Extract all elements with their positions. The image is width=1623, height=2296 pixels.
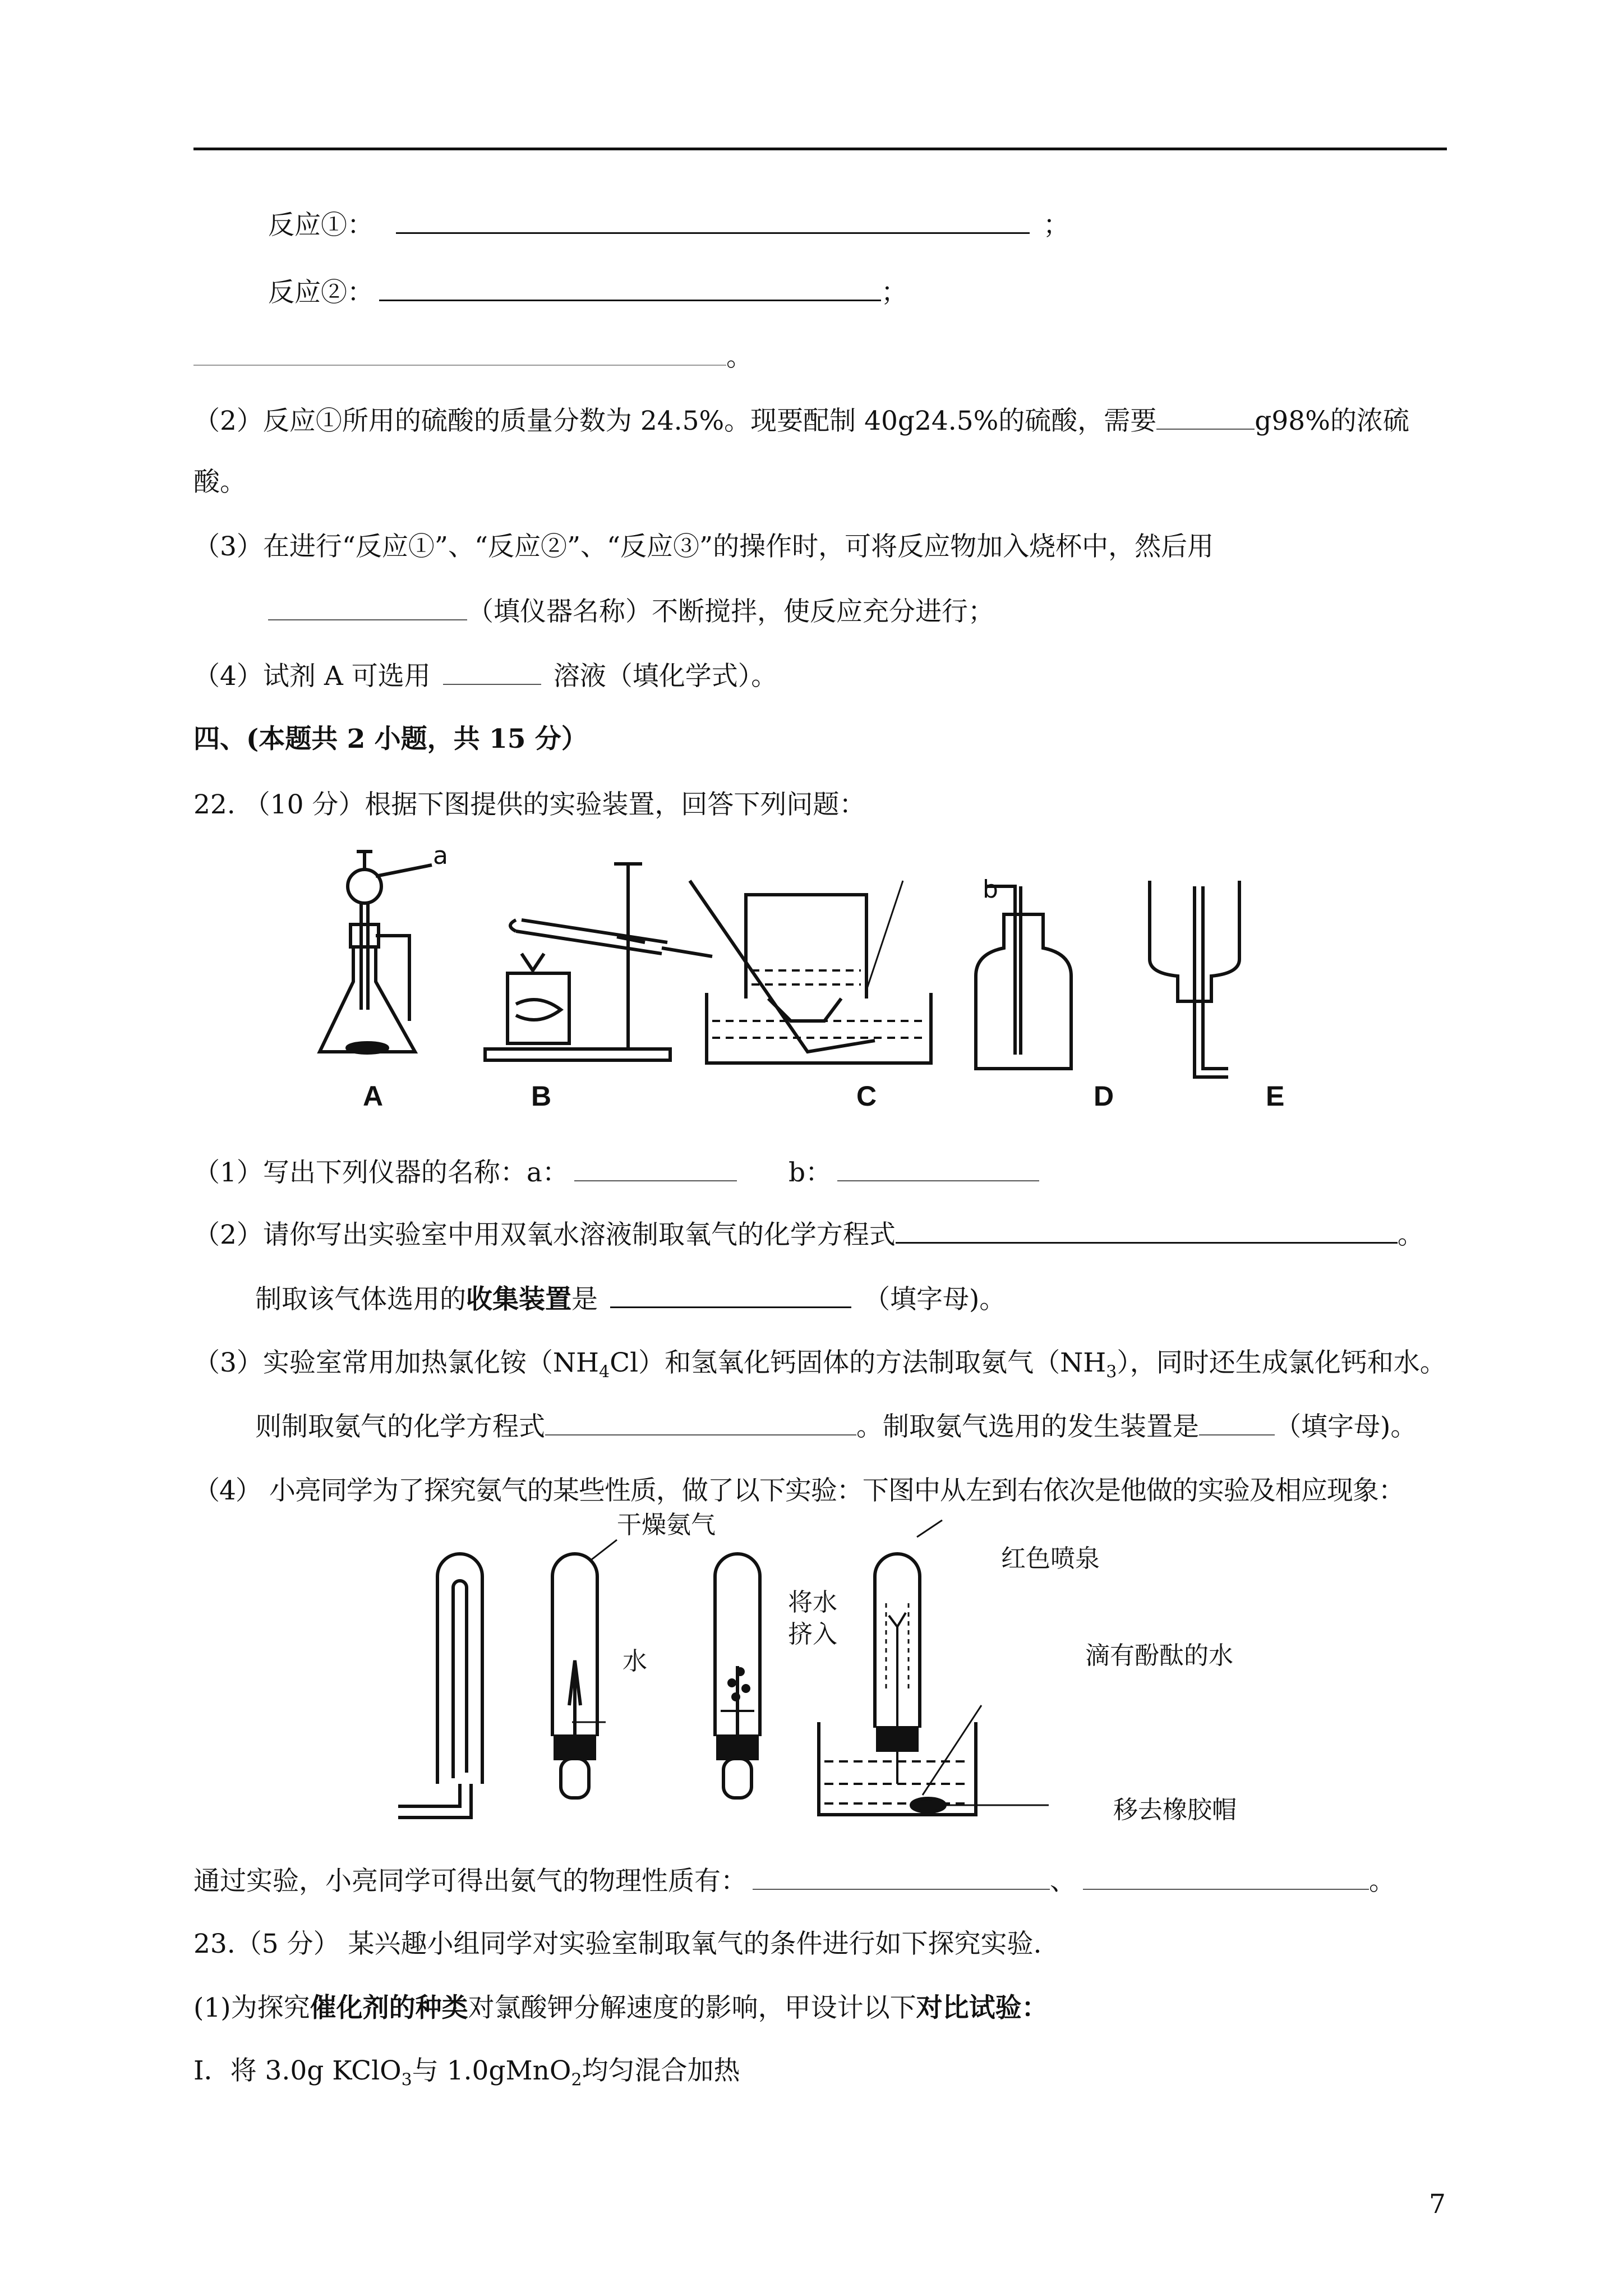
ammonia-sub-4: 4 [599, 1362, 610, 1382]
question-4-text-end: 溶液（填化学式）。 [553, 661, 778, 692]
reaction-3-end: 。 [726, 342, 753, 372]
step-1-pre: Ⅰ．将 3.0g KClO [193, 2055, 402, 2086]
question-3-line-1: （3）在进行“反应①”、“反应②”、“反应③”的操作时，可将反应物加入烧杯中，然后用 [193, 531, 1214, 562]
apparatus-label-b: B [531, 1080, 552, 1112]
ammonia-text-pre: （3）实验室常用加热氯化铵（NH [193, 1347, 600, 1378]
question-23-1-line [193, 1991, 1048, 2025]
ammonia-device-text: 。制取氨气选用的发生装置是 [856, 1411, 1199, 1442]
apparatus-b-stand [485, 864, 712, 1060]
blank-instrument-a[interactable] [574, 1156, 737, 1181]
apparatus-e-bottle [1150, 881, 1239, 1077]
label-dry-ammonia: 干燥氨气 [617, 1511, 716, 1539]
label-phenolphthalein-water: 滴有酚酞的水 [1085, 1641, 1233, 1670]
ammonia-sub-3: 3 [1106, 1362, 1117, 1382]
question-22-1-line [193, 1156, 1039, 1190]
apparatus-mark-b: b [983, 875, 998, 904]
reaction-2-blank[interactable] [379, 275, 881, 301]
reaction-1-blank[interactable] [396, 208, 1030, 234]
question-22-2-text: （2）请你写出实验室中用双氧水溶液制取氧气的化学方程式 [193, 1220, 896, 1250]
collection-text-post: （填字母)。 [864, 1284, 1006, 1315]
question-4-line [193, 659, 777, 693]
reaction-2-end: ； [881, 277, 907, 308]
step-1-sub-3: 3 [401, 2070, 412, 2090]
blank-property-1[interactable] [753, 1864, 1050, 1890]
tube-1 [398, 1554, 482, 1818]
blank-h2o2-equation[interactable] [896, 1217, 1398, 1244]
blank-property-2[interactable] [1083, 1864, 1369, 1890]
apparatus-label-e: E [1266, 1080, 1285, 1112]
section-4-heading: 四、(本题共 2 小题，共 15 分） [193, 724, 588, 754]
label-squeeze-water-2: 挤入 [788, 1620, 837, 1649]
conclusion-text: 通过实验，小亮同学可得出氨气的物理性质有： [193, 1866, 747, 1897]
ammonia-text-post: ），同时还生成氯化钙和水。 [1117, 1347, 1446, 1378]
experiment-text-bold-2: 对比试验： [916, 1993, 1048, 2023]
step-1-mid: 与 1.0gMnO [412, 2055, 571, 2086]
question-3-blank[interactable] [268, 595, 467, 620]
experiment-text-pre: (1)为探究 [193, 1993, 310, 2023]
apparatus-d-bottle [976, 886, 1071, 1069]
experiment-text-bold-1: 催化剂的种类 [310, 1993, 468, 2023]
question-23-step-1 [193, 2054, 740, 2088]
question-22-2-line-1 [193, 1217, 1424, 1252]
apparatus-label-c: C [856, 1080, 877, 1112]
apparatus-a-flask [320, 852, 432, 1053]
collection-text-bold: 收集装置 [466, 1284, 571, 1315]
blank-ammonia-equation[interactable] [545, 1410, 856, 1435]
experiment-text-mid: 对氯酸钾分解速度的影响，甲设计以下 [468, 1993, 916, 2023]
header-rule [193, 148, 1447, 150]
question-22-2-line-2 [255, 1282, 1006, 1317]
question-22-3-line-2 [255, 1410, 1417, 1444]
tube-2 [552, 1540, 617, 1798]
apparatus-label-d: D [1094, 1080, 1114, 1112]
apparatus-label-a: A [363, 1080, 384, 1112]
reaction-1-label: 反应①： [268, 210, 374, 241]
reaction-1-end: ； [1043, 210, 1069, 241]
label-squeeze-water-1: 将水 [788, 1588, 837, 1617]
question-22-1-text: （1）写出下列仪器的名称：a： [193, 1157, 569, 1188]
blank-instrument-b[interactable] [837, 1156, 1039, 1181]
reaction-1-line [268, 208, 1069, 242]
step-1-sub-2: 2 [571, 2070, 582, 2090]
question-2-line-2: 酸。 [193, 467, 246, 498]
label-red-fountain: 红色喷泉 [1001, 1544, 1100, 1573]
apparatus-figure [303, 841, 1368, 1133]
label-water: 水 [623, 1647, 647, 1676]
question-2-blank[interactable] [1156, 404, 1255, 430]
reaction-2-line [268, 275, 907, 310]
ammonia-text-mid: Cl）和氢氧化钙固体的方法制取氨气（NH [610, 1347, 1106, 1378]
reaction-2-label: 反应②： [268, 277, 374, 308]
question-2-text-end: g98%的浓硫 [1255, 406, 1409, 436]
conclusion-end: 。 [1369, 1866, 1395, 1897]
conclusion-line [193, 1864, 1395, 1898]
step-1-post: 均匀混合加热 [582, 2055, 740, 2086]
question-22-stem: 22. （10 分）根据下图提供的实验装置，回答下列问题： [193, 789, 866, 820]
question-3-text: （填仪器名称）不断搅拌，使反应充分进行； [467, 596, 994, 627]
collection-text-pre: 制取该气体选用的 [255, 1284, 466, 1315]
conclusion-sep: 、 [1050, 1866, 1076, 1897]
question-22-2-end: 。 [1397, 1220, 1424, 1250]
question-4-blank[interactable] [443, 659, 541, 685]
collection-text-mid: 是 [571, 1284, 598, 1315]
blank-collection-device[interactable] [610, 1282, 851, 1308]
reaction-3-line [193, 340, 753, 374]
apparatus-c-trough [690, 881, 931, 1063]
ammonia-eq-text: 则制取氨气的化学方程式 [255, 1411, 545, 1442]
question-22-4-line: （4） 小亮同学为了探究氨气的某些性质，做了以下实验：下图中从左到右依次是他做的实验及相应现象： [193, 1475, 1404, 1506]
question-23-stem: 23.（5 分） 某兴趣小组同学对实验室制取氧气的条件进行如下探究实验. [193, 1929, 1042, 1959]
question-3-line-2 [268, 595, 994, 629]
question-22-1-b-label: b： [788, 1157, 832, 1188]
blank-generator-device[interactable] [1199, 1410, 1275, 1435]
apparatus-mark-a: a [433, 841, 448, 870]
question-2-line-1 [193, 404, 1409, 438]
reaction-3-blank[interactable] [193, 340, 726, 366]
question-4-text: （4）试剂 A 可选用 [193, 661, 431, 692]
label-remove-cap: 移去橡胶帽 [1113, 1796, 1237, 1824]
tube-3 [715, 1554, 760, 1798]
question-22-3-line-1 [193, 1346, 1446, 1380]
page-number: 7 [1429, 2189, 1446, 2220]
question-2-text: （2）反应①所用的硫酸的质量分数为 24.5%。现要配制 40g24.5%的硫酸，需要 [193, 406, 1157, 436]
ammonia-device-post: （填字母)。 [1275, 1411, 1417, 1442]
